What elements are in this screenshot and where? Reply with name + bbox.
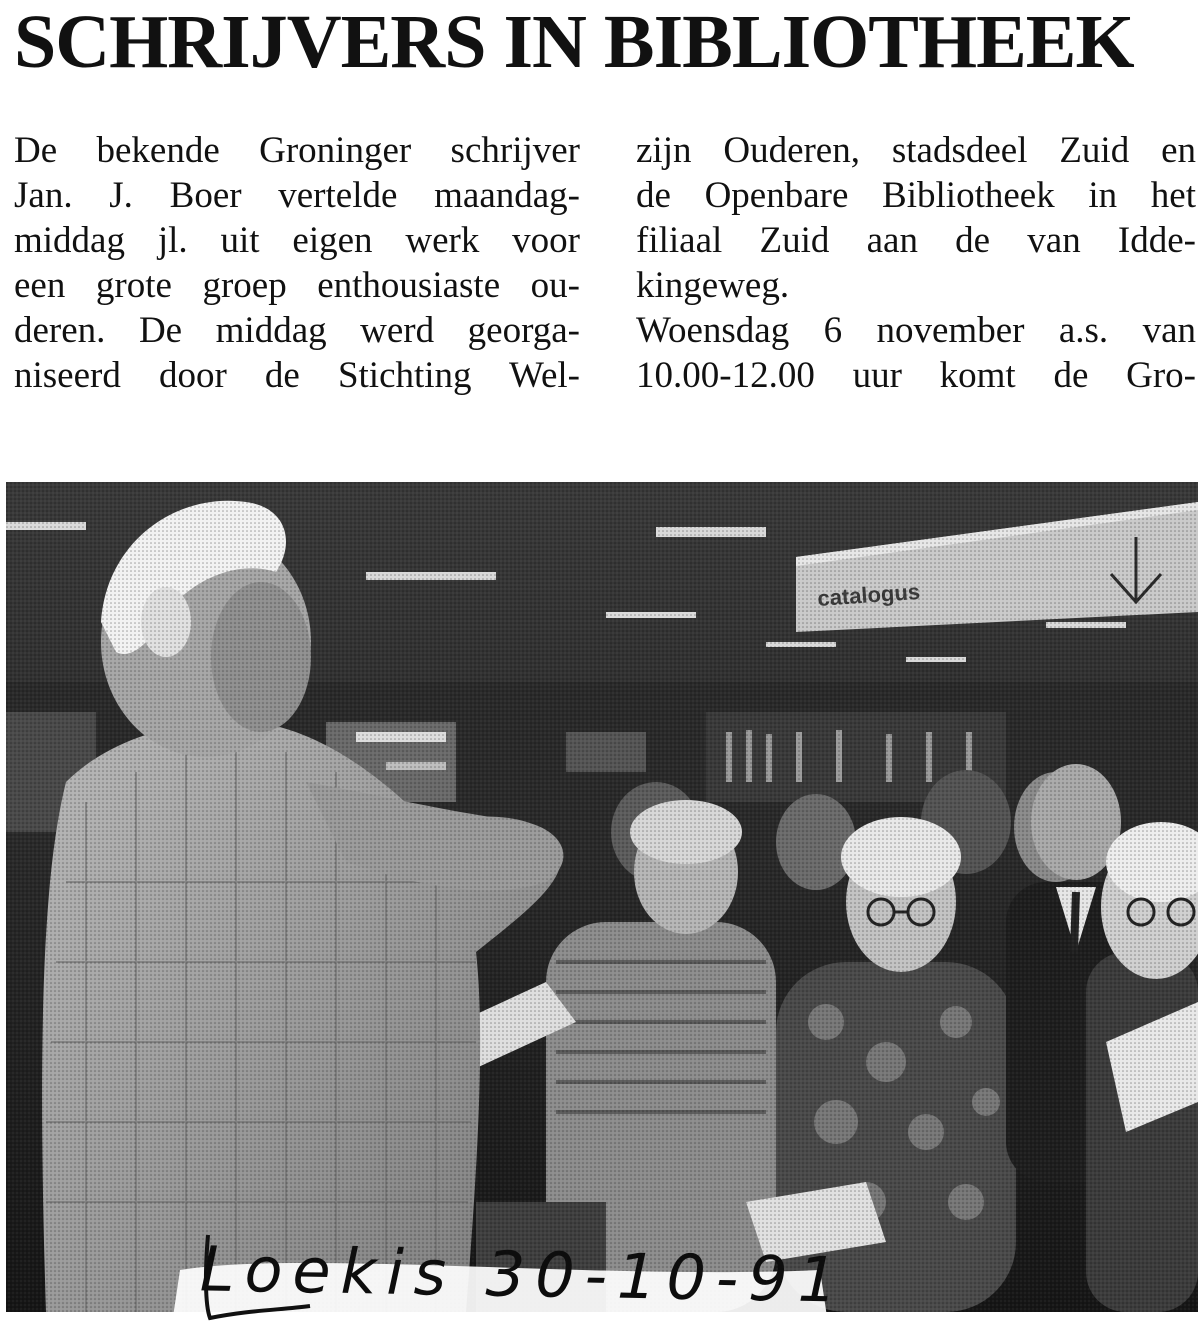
news-photo-scene: [6, 482, 1198, 1312]
article-column-left: [14, 128, 580, 398]
handwritten-date-note: Loekis 30-10-91: [199, 1232, 848, 1317]
article-line: de Openbare Bibliotheek in het: [636, 175, 1196, 216]
article-line: een grote groep enthousiaste ou-: [14, 265, 580, 306]
article-headline: SCHRIJVERS IN BIBLIOTHEEK: [14, 2, 1134, 82]
article-line: niseerd door de Stichting Wel-: [14, 355, 580, 396]
article-column-right: [636, 128, 1196, 398]
article-line: Jan. J. Boer vertelde maandag-: [14, 175, 580, 216]
article-line: filiaal Zuid aan de van Idde-: [636, 220, 1196, 261]
news-photo: [6, 482, 1198, 1312]
article-line: De bekende Groninger schrijver: [14, 130, 580, 171]
article-line: 10.00-12.00 uur komt de Gro-: [636, 355, 1196, 396]
article-line: Woensdag 6 november a.s. van: [636, 310, 1196, 351]
article-line: kingeweg.: [636, 265, 790, 306]
article-line: middag jl. uit eigen werk voor: [14, 220, 580, 261]
halftone-overlay: [6, 482, 1198, 1312]
article-line: deren. De middag werd georga-: [14, 310, 580, 351]
article-line: zijn Ouderen, stadsdeel Zuid en: [636, 130, 1196, 171]
